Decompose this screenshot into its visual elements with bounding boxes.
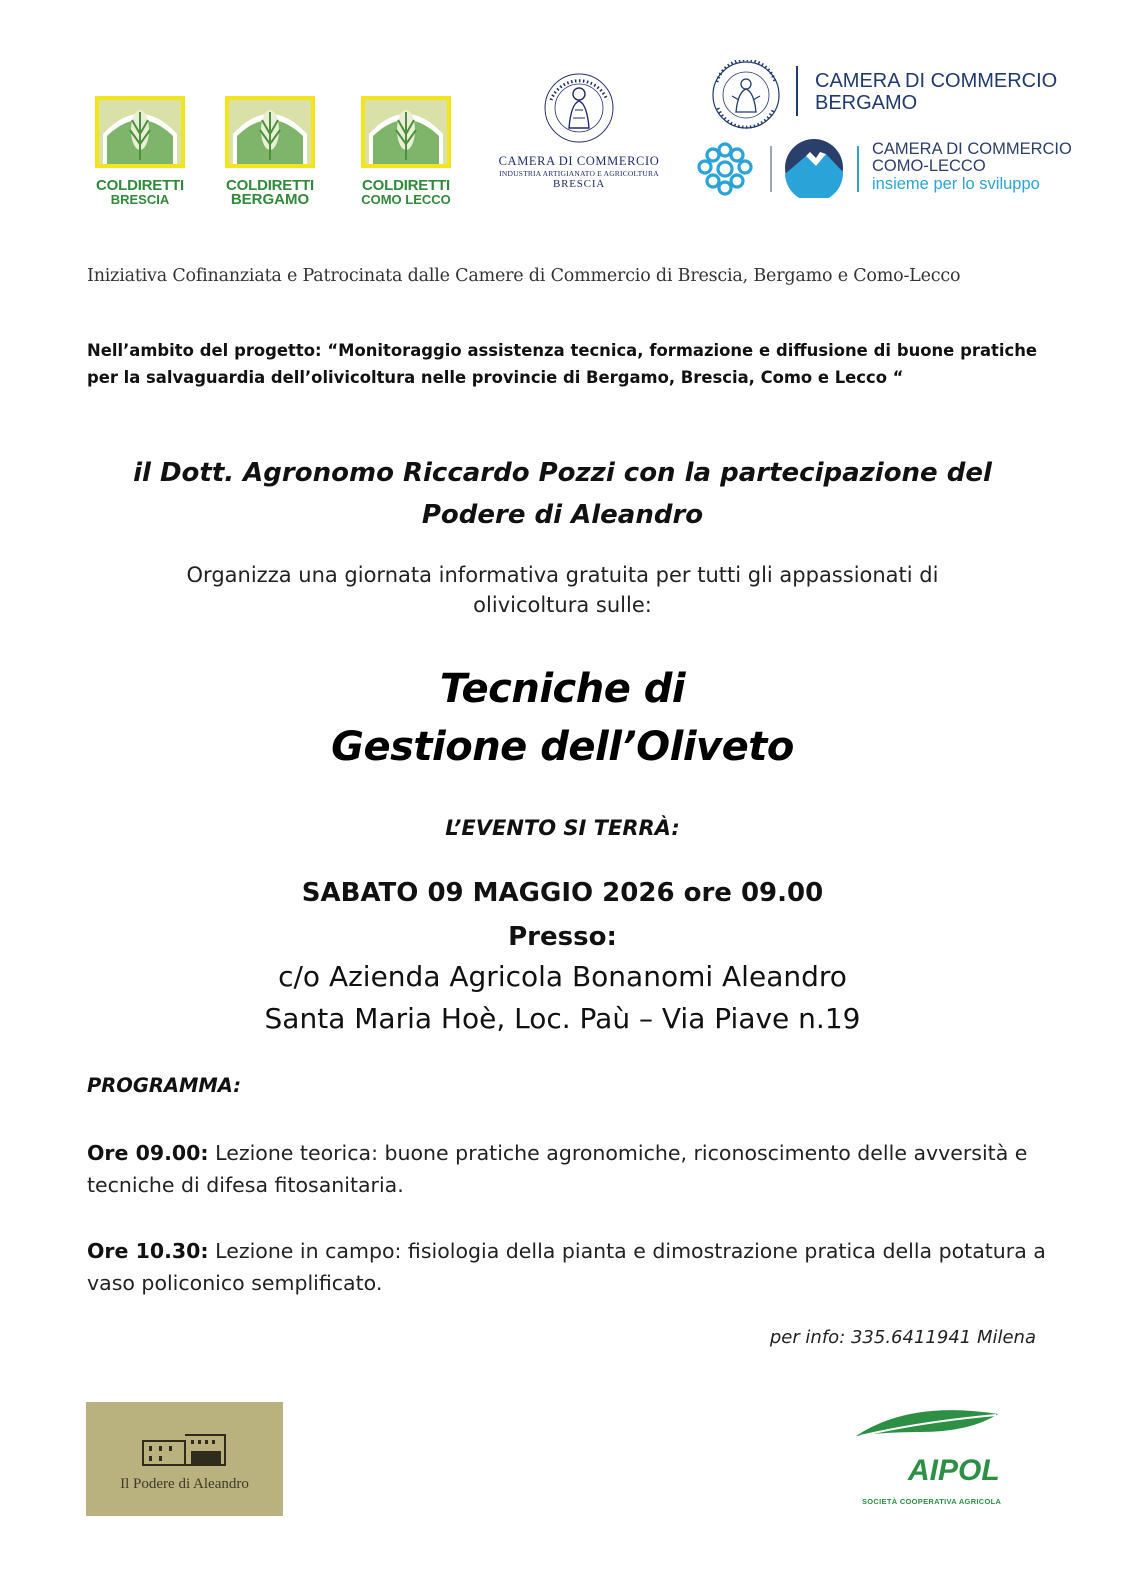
wheat-icon — [95, 96, 185, 168]
coldiretti-sub: BERGAMO — [230, 191, 310, 208]
camera-brescia-line3: BRESCIA — [552, 178, 606, 190]
aipol-wordmark: AIPOL — [908, 1454, 1000, 1487]
camera-como-lecco-tagline: insieme per lo sviluppo — [872, 175, 1040, 193]
camera-como-lecco-text — [872, 141, 1072, 193]
programma-description: Lezione teorica: buone pratiche agronomiche, riconoscimento delle avversità e tecniche di difesa fitosanitaria. — [87, 1141, 1028, 1197]
location-line1: c/o Azienda Agricola Bonanomi Aleandro — [278, 960, 847, 993]
organizza-line1: Organizza una giornata informativa gratuita per tutti gli appassionati di — [186, 563, 939, 587]
location-line2: Santa Maria Hoè, Loc. Paù – Via Piave n.19 — [264, 1002, 861, 1035]
programma-heading: PROGRAMMA: — [87, 1074, 242, 1097]
coldiretti-sub: COMO LECCO — [361, 192, 451, 207]
event-date: SABATO 09 MAGGIO 2026 ore 09.00 — [301, 878, 824, 908]
aipol-logo — [850, 1402, 1010, 1496]
camera-brescia-line2: INDUSTRIA ARTIGIANATO E AGRICOLTURA — [499, 169, 659, 178]
progetto-paragraph: Nell’ambito del progetto: “Monitoraggio assistenza tecnica, formazione e diffusione di buone pratiche per la salvaguardia dell’olivicoltura nelle provincie di Bergamo, Brescia, Como e Lecco “ — [87, 341, 1037, 387]
contact-info: per info: 335.6411941 Milena — [769, 1327, 1036, 1348]
coldiretti-name: COLDIRETTI — [96, 177, 184, 194]
evento-label: L’EVENTO SI TERRÀ: — [445, 816, 680, 840]
event-location — [60, 956, 1065, 1040]
event-title-line2: Gestione dell’Oliveto — [331, 724, 794, 770]
organizers-line2: Podere di Aleandro — [421, 500, 704, 530]
organizza-line2: olivicoltura sulle: — [473, 593, 652, 617]
lombardia-rose-icon — [695, 140, 755, 202]
wheat-icon — [225, 96, 315, 168]
divider — [796, 66, 798, 116]
programma-time: Ore 09.00: — [87, 1141, 209, 1165]
coldiretti-sub: BRESCIA — [110, 192, 170, 207]
cofinanziata-text: Iniziativa Cofinanziata e Patrocinata dalle Camere di Commercio di Brescia, Bergamo e Como-Lecco — [87, 266, 961, 286]
camera-brescia-logo — [490, 70, 668, 190]
programma-item — [87, 1137, 1047, 1201]
podere-logo — [86, 1402, 283, 1516]
programma-description: Lezione in campo: fisiologia della pianta e dimostrazione pratica della potatura a vaso policonico semplificato. — [87, 1239, 1046, 1295]
coldiretti-como-lecco-logo — [358, 96, 454, 207]
camera-como-lecco-line1: CAMERA DI COMMERCIO — [872, 140, 1072, 158]
wheat-icon — [361, 96, 451, 168]
mercurio-seal-icon — [539, 70, 619, 146]
coldiretti-bergamo-logo — [222, 96, 318, 207]
divider — [857, 146, 859, 192]
organizers-heading — [60, 452, 1065, 536]
programma-item — [87, 1235, 1047, 1299]
coldiretti-brescia-logo — [92, 96, 188, 207]
coldiretti-name: COLDIRETTI — [362, 177, 450, 194]
camera-bergamo-text — [815, 70, 1057, 114]
camera-como-lecco-line2: COMO-LECCO — [872, 157, 986, 175]
event-title — [60, 660, 1065, 776]
event-title-line1: Tecniche di — [439, 666, 686, 712]
coldiretti-name: COLDIRETTI — [226, 177, 314, 194]
presso-label: Presso: — [508, 922, 617, 952]
divider — [770, 146, 772, 192]
camera-brescia-line1: CAMERA DI COMMERCIO — [498, 154, 660, 168]
organizers-line1: il Dott. Agronomo Riccardo Pozzi con la partecipazione del — [133, 458, 992, 488]
camera-bergamo-line2: BERGAMO — [815, 92, 918, 114]
mountain-icon — [784, 138, 844, 202]
aipol-subtitle: SOCIETÀ COOPERATIVA AGRICOLA — [862, 1497, 1002, 1506]
camera-bergamo-seal-icon — [708, 60, 784, 134]
organizza-text — [60, 560, 1065, 620]
programma-time: Ore 10.30: — [87, 1239, 209, 1263]
camera-bergamo-line1: CAMERA DI COMMERCIO — [815, 70, 1058, 92]
podere-name: Il Podere di Aleandro — [120, 1476, 249, 1492]
farmhouse-icon — [141, 1427, 231, 1467]
